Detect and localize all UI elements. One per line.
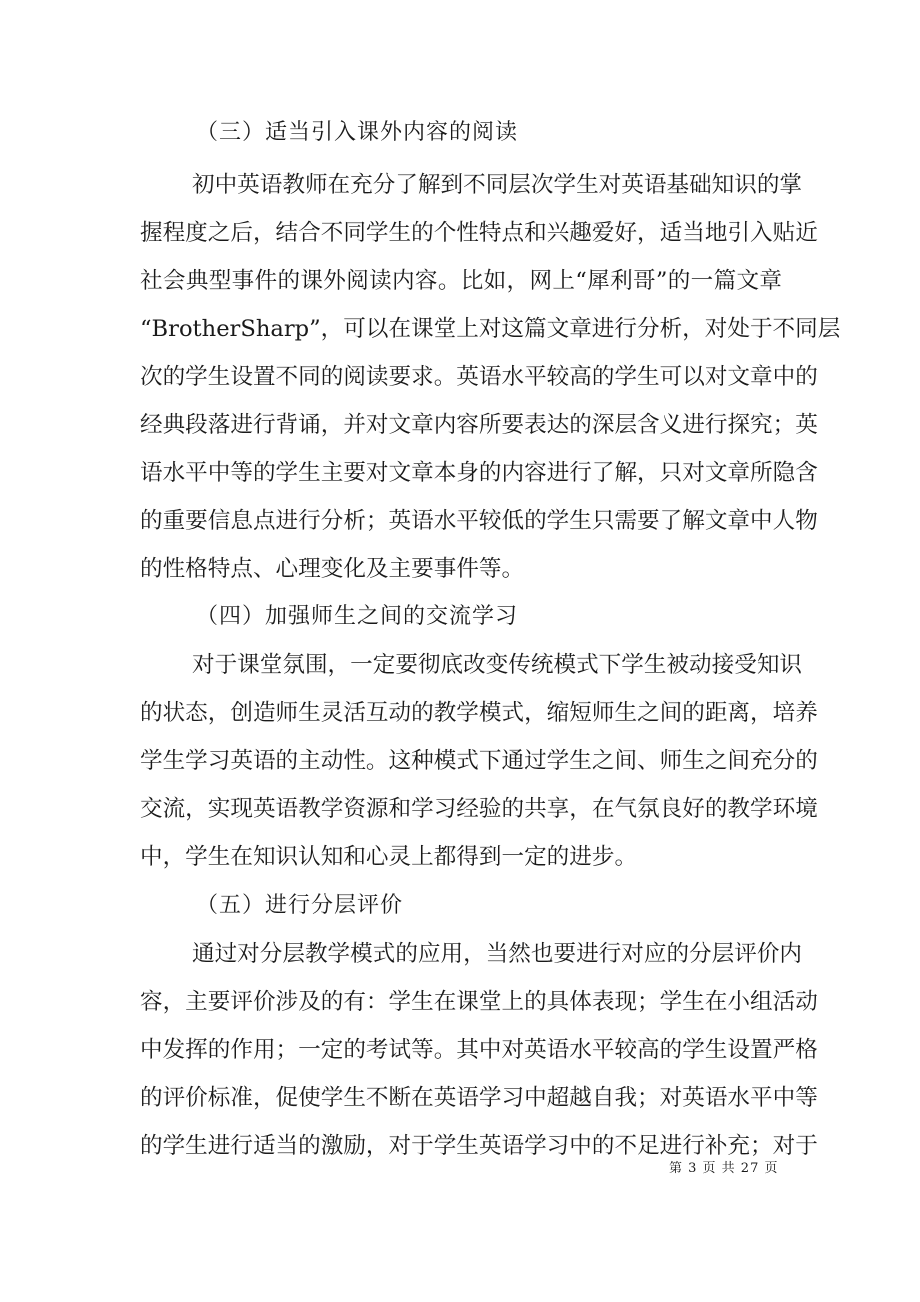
- paragraph-line: 学生学习英语的主动性。这种模式下通过学生之间、师生之间充分的: [140, 748, 818, 774]
- paragraph-line: 中，学生在知识认知和心灵上都得到一定的进步。: [140, 844, 638, 870]
- paragraph-line: 容，主要评价涉及的有：学生在课堂上的具体表现；学生在小组活动: [140, 989, 818, 1015]
- paragraph-line: 经典段落进行背诵，并对文章内容所要表达的深层含义进行探究；英: [140, 412, 818, 438]
- paragraph-line: 交流，实现英语教学资源和学习经验的共享，在气氛良好的教学环境: [140, 796, 818, 822]
- paragraph-line: 的评价标准，促使学生不断在英语学习中超越自我；对英语水平中等: [140, 1085, 818, 1111]
- paragraph-line: 初中英语教师在充分了解到不同层次学生对英语基础知识的掌: [192, 172, 803, 198]
- section-heading-3: （三）适当引入课外内容的阅读: [196, 120, 519, 145]
- paragraph-line: 社会典型事件的课外阅读内容。比如，网上“犀利哥”的一篇文章: [140, 268, 782, 294]
- paragraph-line: 中发挥的作用；一定的考试等。其中对英语水平较高的学生设置严格: [140, 1037, 818, 1063]
- paragraph-line: 的重要信息点进行分析；英语水平较低的学生只需要了解文章中人物: [140, 508, 818, 534]
- page-number-footer: 第 3 页 共 27 页: [669, 1161, 779, 1176]
- paragraph-line: 通过对分层教学模式的应用，当然也要进行对应的分层评价内: [192, 941, 803, 967]
- paragraph-line: 次的学生设置不同的阅读要求。英语水平较高的学生可以对文章中的: [140, 364, 818, 390]
- paragraph-line: 的性格特点、心理变化及主要事件等。: [140, 556, 525, 582]
- section-heading-4: （四）加强师生之间的交流学习: [196, 604, 519, 629]
- paragraph-line: 的学生进行适当的激励，对于学生英语学习中的不足进行补充；对于: [140, 1133, 818, 1159]
- paragraph-line: “BrotherSharp”，可以在课堂上对这篇文章进行分析，对处于不同层: [140, 316, 841, 342]
- paragraph-line: 的状态，创造师生灵活互动的教学模式，缩短师生之间的距离，培养: [140, 700, 818, 726]
- section-heading-5: （五）进行分层评价: [196, 893, 404, 918]
- paragraph-line: 握程度之后，结合不同学生的个性特点和兴趣爱好，适当地引入贴近: [140, 220, 818, 246]
- paragraph-line: 对于课堂氛围，一定要彻底改变传统模式下学生被动接受知识: [192, 652, 803, 678]
- paragraph-line: 语水平中等的学生主要对文章本身的内容进行了解，只对文章所隐含: [140, 460, 818, 486]
